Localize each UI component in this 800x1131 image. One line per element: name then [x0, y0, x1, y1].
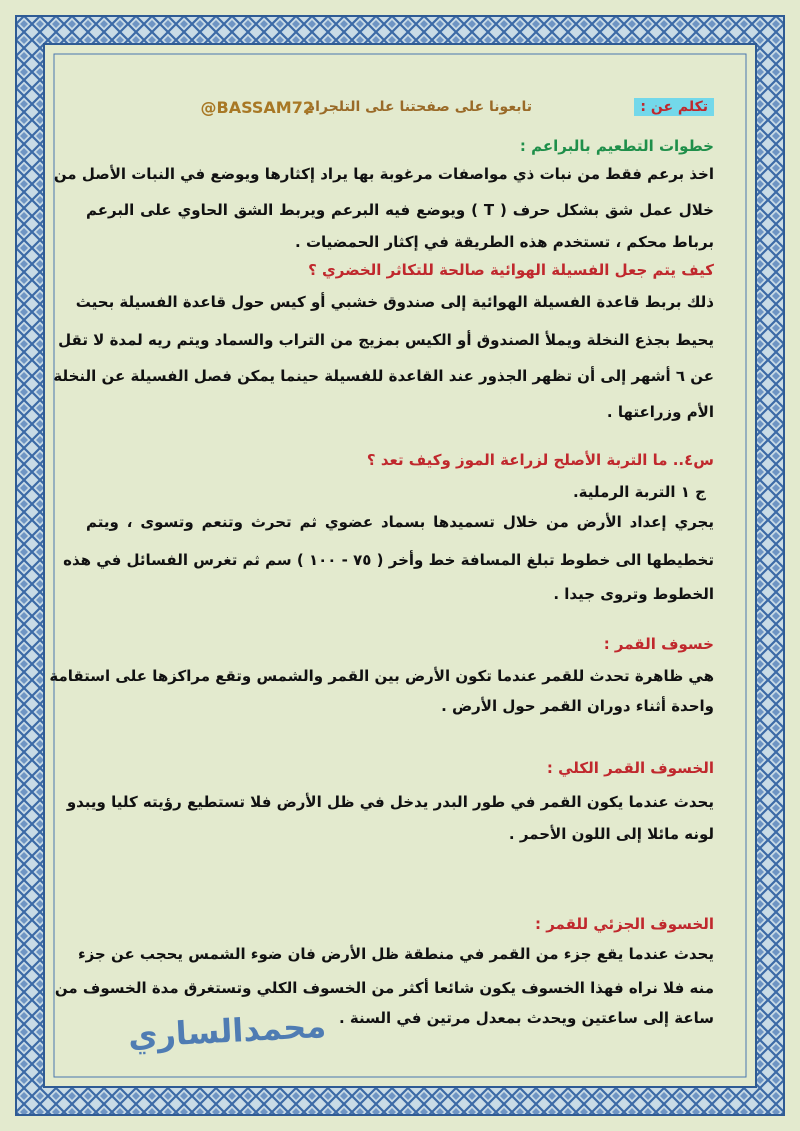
grafting-line: خلال عمل شق بشكل حرف ( T ) ويوضع فيه البرعم ويربط الشق الحاوي على البرعم [86, 201, 714, 219]
banana-line: يجري إعداد الأرض من خلال تسميدها بسماد عضوي ثم تحرث وتنعم وتسوى ، ويتم [86, 513, 714, 531]
header-bar [86, 98, 714, 122]
offshoot-line: عن ٦ أشهر إلى أن تظهر الجذور عند القاعدة للفسيلة حينما يمكن فصل الفسيلة عن النخلة [53, 367, 714, 385]
banana-line: تخطيطها الى خطوط تبلغ المسافة خط وأخر ( ٧٥ - ١٠٠ ) سم ثم تغرس الفسائل في هذه [63, 551, 714, 569]
total-eclipse-line: يحدث عندما يكون القمر في طور البدر يدخل في ظل الأرض فلا تستطيع رؤيته كليا ويبدو [66, 793, 714, 811]
grafting-line: برباط محكم ، تستخدم هذه الطريقة في إكثار الحمضيات . [295, 233, 714, 251]
partial-eclipse-title: الخسوف الجزئي للقمر : [534, 915, 714, 933]
offshoot-title: كيف يتم جعل الفسيلة الهوائية صالحة للتكاثر الخضري ؟ [308, 261, 714, 279]
grafting-line: اخذ برعم فقط من نبات ذي مواصفات مرغوبة بها يراد إكثارها ويوضع في النبات الأصل من [53, 165, 714, 183]
partial-eclipse-line: يحدث عندما يقع جزء من القمر في منطقة ظل الأرض فان ضوء الشمس يحجب عن جزء [77, 945, 714, 963]
offshoot-line: الأم وزراعتها . [606, 403, 714, 421]
partial-eclipse-line: منه فلا نراه فهذا الخسوف يكون شائعا أكثر من الخسوف الكلي وتستغرق مدة الخسوف من [54, 979, 714, 997]
offshoot-line: ذلك بربط قاعدة الفسيلة الهوائية إلى صندوق خشبي أو كيس حول قاعدة الفسيلة بحيث [75, 293, 714, 311]
talk-label: تكلم عن : [634, 98, 714, 116]
total-eclipse-title: الخسوف القمر الكلي : [546, 759, 714, 777]
total-eclipse-line: لونه مائلا إلى اللون الأحمر . [508, 825, 714, 843]
offshoot-line: يحيط بجذع النخلة ويملأ الصندوق أو الكيس بمزيج من التراب والسماد ويتم ريه لمدة لا تقل [58, 331, 714, 349]
telegram-follow-text: تابعونا على صفحتنا على التلجرام [304, 99, 532, 115]
eclipse-line: واحدة أثناء دوران القمر حول الأرض . [441, 697, 714, 715]
banana-answer: ج ١ التربة الرملية. [572, 483, 706, 501]
banana-title: س٤.. ما التربة الأصلح لزراعة الموز وكيف تعد ؟ [366, 451, 714, 469]
document-content [49, 88, 714, 1048]
telegram-handle: @BASSAM72 [200, 98, 314, 117]
eclipse-line: هي ظاهرة تحدث للقمر عندما تكون الأرض بين القمر والشمس وتقع مراكزها على استقامة [49, 667, 714, 685]
author-signature: محمدالساري [127, 1006, 327, 1056]
banana-line: الخطوط وتروى جيدا . [553, 585, 714, 603]
grafting-title: خطوات التطعيم بالبراعم : [519, 137, 714, 155]
partial-eclipse-line: ساعة إلى ساعتين ويحدث بمعدل مرتين في السنة . [339, 1009, 714, 1027]
eclipse-title: خسوف القمر : [603, 635, 714, 653]
